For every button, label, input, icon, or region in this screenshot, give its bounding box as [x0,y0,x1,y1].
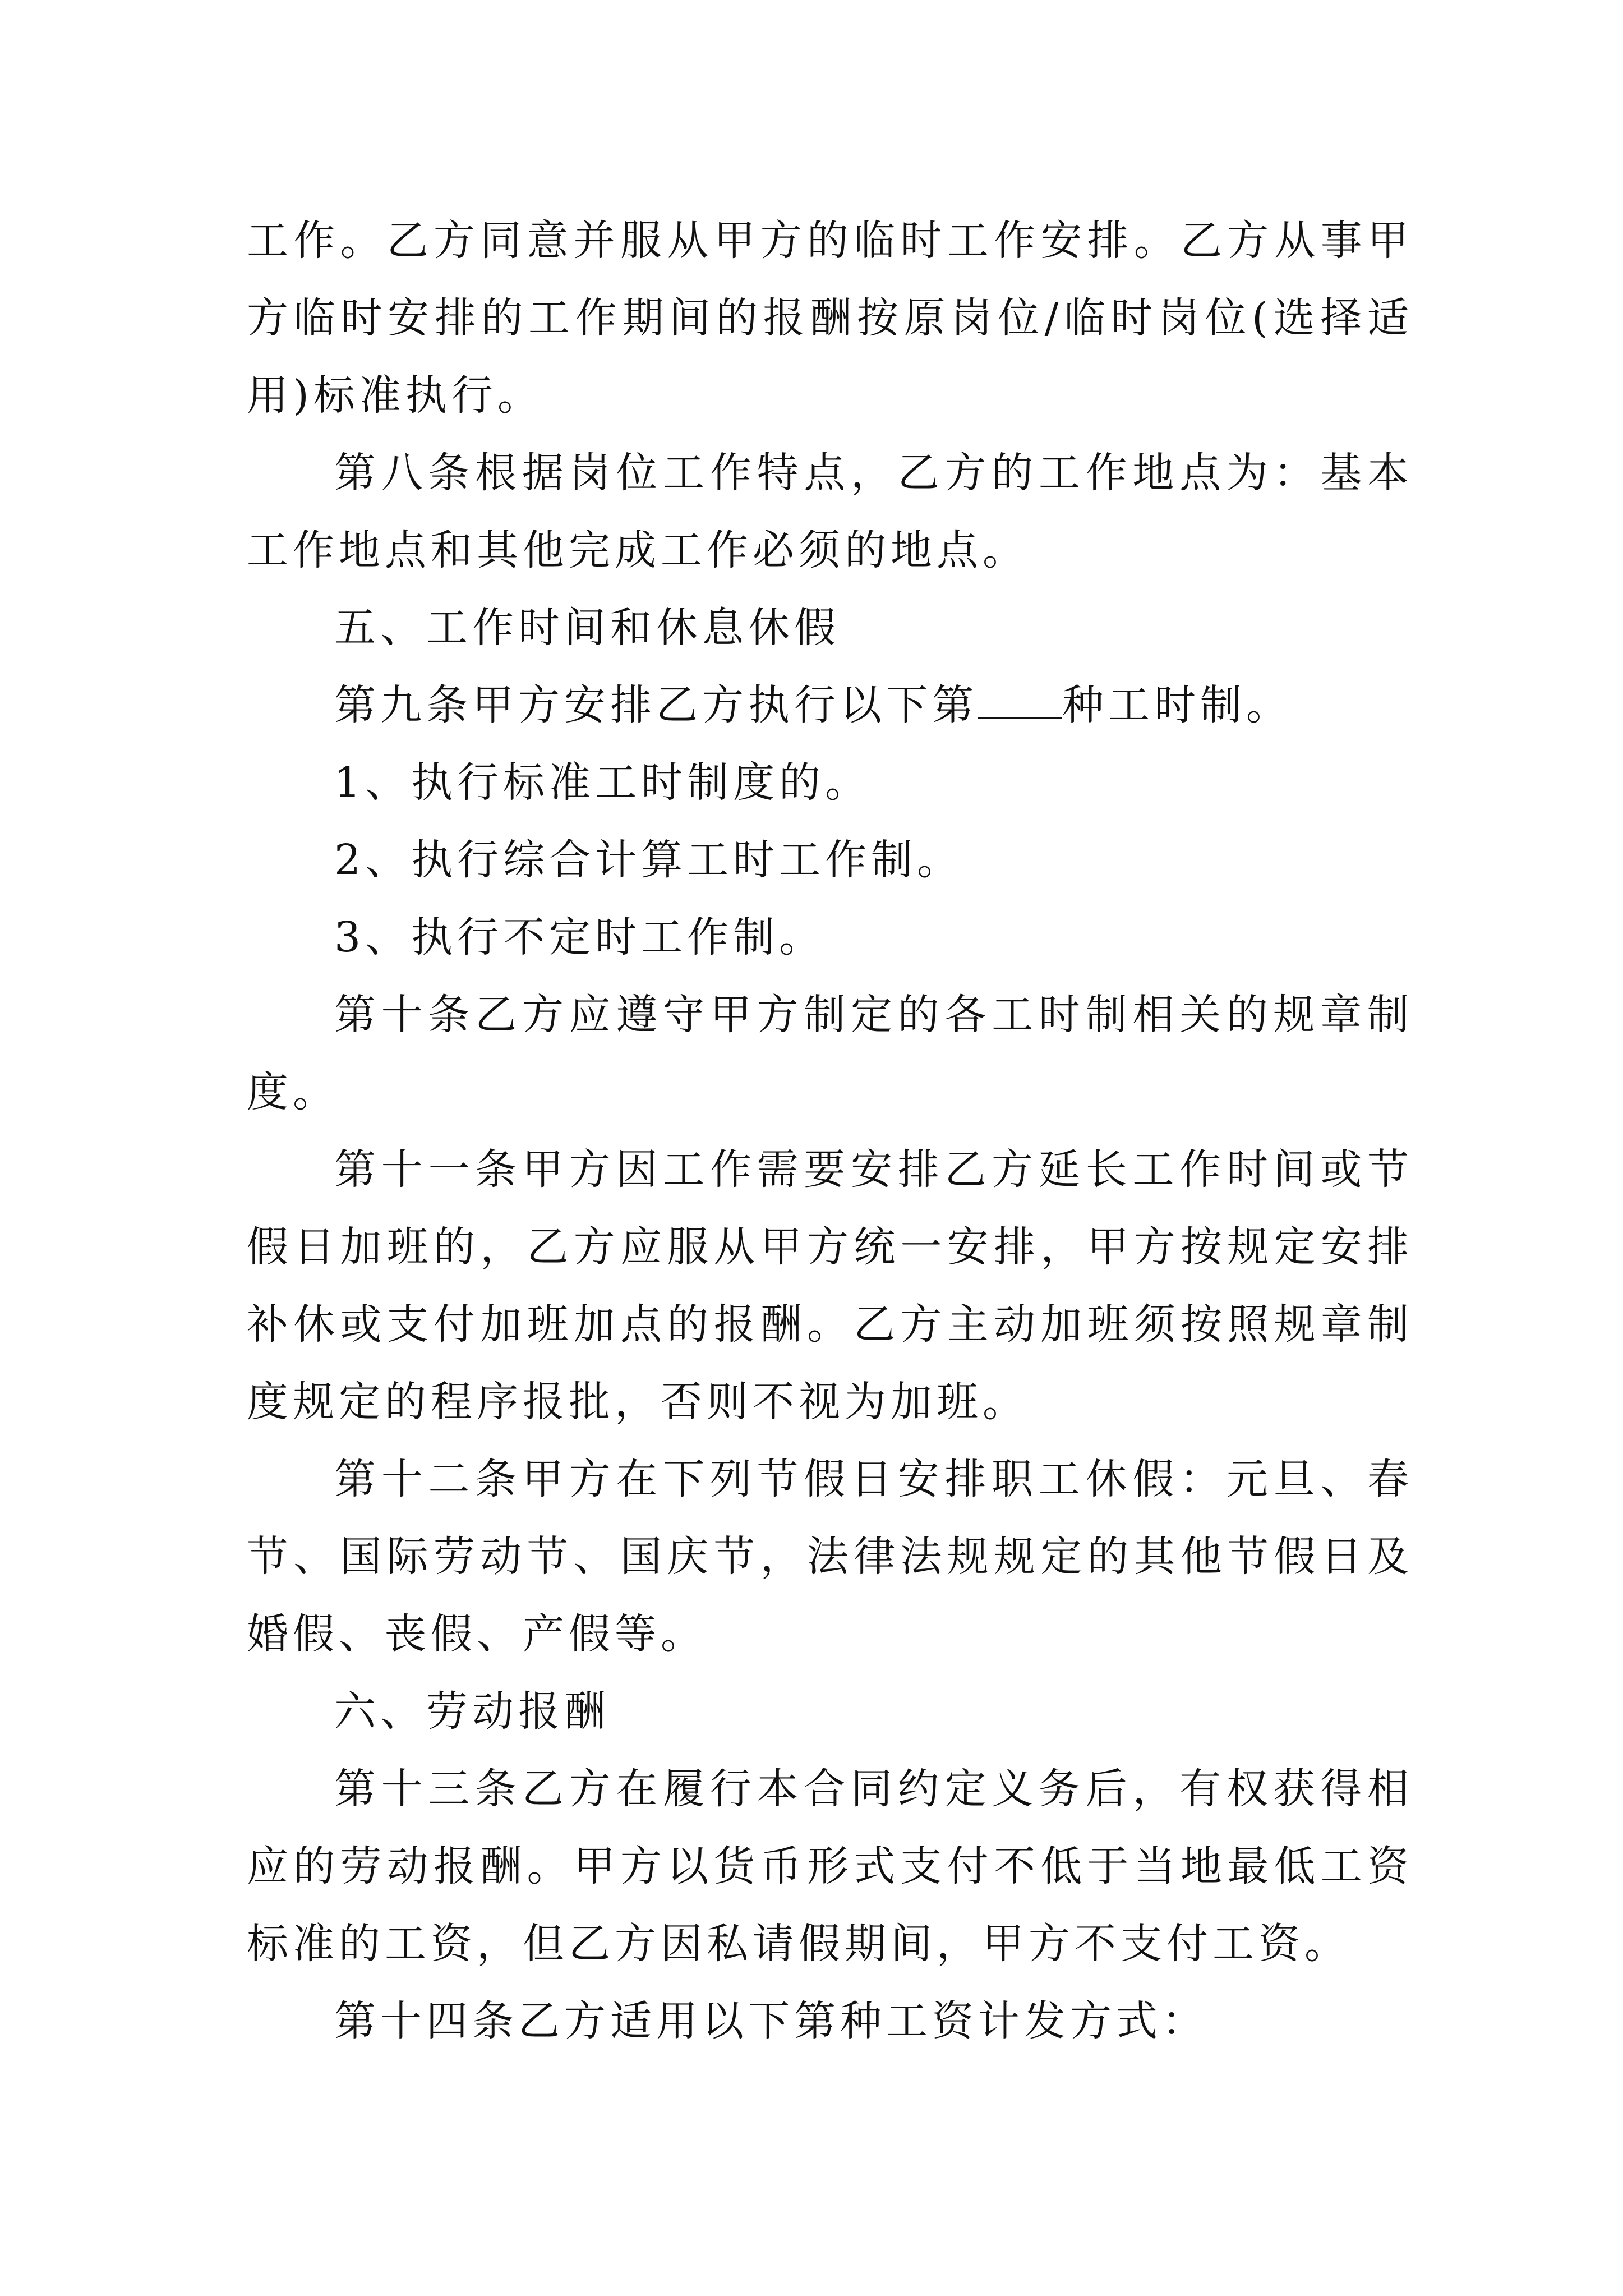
section-heading: 六、劳动报酬 [334,1687,610,1736]
paragraph: 第十二条甲方在下列节假日安排职工休假：元旦、春节、国际劳动节、国庆节，法律法规规定的其他节假日及婚假、丧假、产假等。 [247,1455,1413,1658]
fill-in-blank [978,678,1062,719]
paragraph: 第十条乙方应遵守甲方制定的各工时制相关的规章制度。 [247,991,1413,1116]
list-item: 1、执行标准工时制度的。 [334,758,872,807]
paragraph: 第十一条甲方因工作需要安排乙方延长工作时间或节假日加班的，乙方应服从甲方统一安排，甲方按规定安排补休或支付加班加点的报酬。乙方主动加班须按照规章制度规定的程序报批，否则不视为加班。 [247,1145,1413,1426]
paragraph [247,666,1413,744]
document-body [247,202,1413,2060]
section-heading: 五、工作时间和休息休假 [334,604,840,652]
paragraph: 第十三条乙方在履行本合同约定义务后，有权获得相应的劳动报酬。甲方以货币形式支付不低于当地最低工资标准的工资，但乙方因私请假期间，甲方不支付工资。 [247,1765,1413,1968]
paragraph-text: 第九条甲方安排乙方执行以下第 [334,681,978,729]
paragraph: 第十四条乙方适用以下第种工资计发方式： [334,1997,1208,2045]
list-item: 2、执行综合计算工时工作制。 [334,836,963,884]
paragraph: 工作。乙方同意并服从甲方的临时工作安排。乙方从事甲方临时安排的工作期间的报酬按原岗位/临时岗位(选择适用)标准执行。 [247,217,1413,420]
paragraph-text: 种工时制。 [1062,681,1292,729]
paragraph: 第八条根据岗位工作特点，乙方的工作地点为：基本工作地点和其他完成工作必须的地点。 [247,449,1413,574]
list-item: 3、执行不定时工作制。 [334,913,826,961]
